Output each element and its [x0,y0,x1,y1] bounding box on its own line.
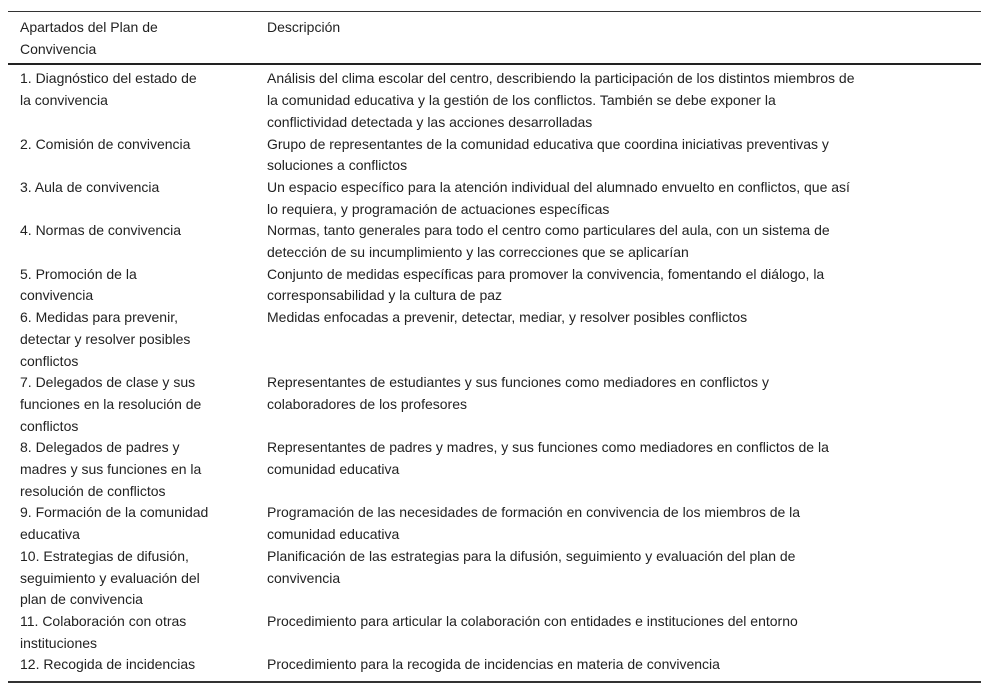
descripcion-cell: Procedimiento para la recogida de incidencias en materia de convivencia [267,656,720,673]
header-apartados: Apartados del Plan de Convivencia [8,12,267,65]
descripcion-cell: Programación de las necesidades de formación en convivencia de los miembros de la comunidad educativa [267,504,801,543]
descripcion-cell: Normas, tanto generales para todo el centro como particulares del aula, con un sistema de detección de su incumplimiento y las correcciones que se aplicarían [267,222,830,261]
descripcion-cell: Representantes de estudiantes y sus funciones como mediadores en conflictos y colaboradores de los profesores [267,374,769,412]
descripcion-cell: Planificación de las estrategias para la difusión, seguimiento y evaluación del plan de convivencia [267,547,796,586]
header-descripcion: Descripción [267,12,981,65]
table-row [8,546,981,611]
apartado-cell: 7. Delegados de clase y sus funciones en la resolución de conflictos [20,374,202,434]
descripcion-cell: Análisis del clima escolar del centro, describiendo la participación de los distintos miembros de la comunidad educativa y la gestión de los conflictos. También se debe exponer la conflictividad detectada y las acciones desarrolladas [267,70,855,130]
apartado-cell: 5. Promoción de la convivencia [20,265,137,304]
table-row [8,502,981,545]
apartado-cell: 8. Delegados de padres y madres y sus funciones en la resolución de conflictos [20,439,202,499]
apartado-cell: 11. Colaboración con otras instituciones [20,612,187,651]
table-row [8,64,981,133]
table-row [8,307,981,372]
table-row [8,264,981,307]
apartado-cell: 4. Normas de convivencia [20,222,182,239]
descripcion-cell: Conjunto de medidas específicas para promover la convivencia, fomentando el diálogo, la corresponsabilidad y la cultura de paz [267,265,825,304]
table-header-row [8,12,981,65]
table-row [8,177,981,220]
apartado-cell: 9. Formación de la comunidad educativa [20,504,209,543]
apartado-cell: 3. Aula de convivencia [20,178,160,195]
apartado-cell: 6. Medidas para prevenir, detectar y resolver posibles conflictos [20,309,191,369]
descripcion-cell: Medidas enfocadas a prevenir, detectar, mediar, y resolver posibles conflictos [267,309,748,326]
table-row [8,372,981,437]
descripcion-cell: Un espacio específico para la atención individual del alumnado envuelto en conflictos, que así lo requiera, y programación de actuaciones específicas [267,178,850,217]
table-row [8,437,981,502]
table-row [8,134,981,177]
table-row [8,220,981,263]
apartado-cell: 2. Comisión de convivencia [20,135,191,152]
descripcion-cell: Representantes de padres y madres, y sus funciones como mediadores en conflictos de la comunidad educativa [267,439,829,478]
apartado-cell: 1. Diagnóstico del estado de la convivencia [20,70,197,109]
table-row [8,611,981,654]
descripcion-cell: Procedimiento para articular la colaboración con entidades e instituciones del entorno [267,612,798,629]
table-row [8,654,981,682]
descripcion-cell: Grupo de representantes de la comunidad educativa que coordina iniciativas preventivas y soluciones a conflictos [267,135,829,174]
convivencia-plan-table [8,11,981,683]
apartado-cell: 10. Estrategias de difusión, seguimiento y evaluación del plan de convivencia [20,547,200,608]
apartado-cell: 12. Recogida de incidencias [20,656,196,673]
